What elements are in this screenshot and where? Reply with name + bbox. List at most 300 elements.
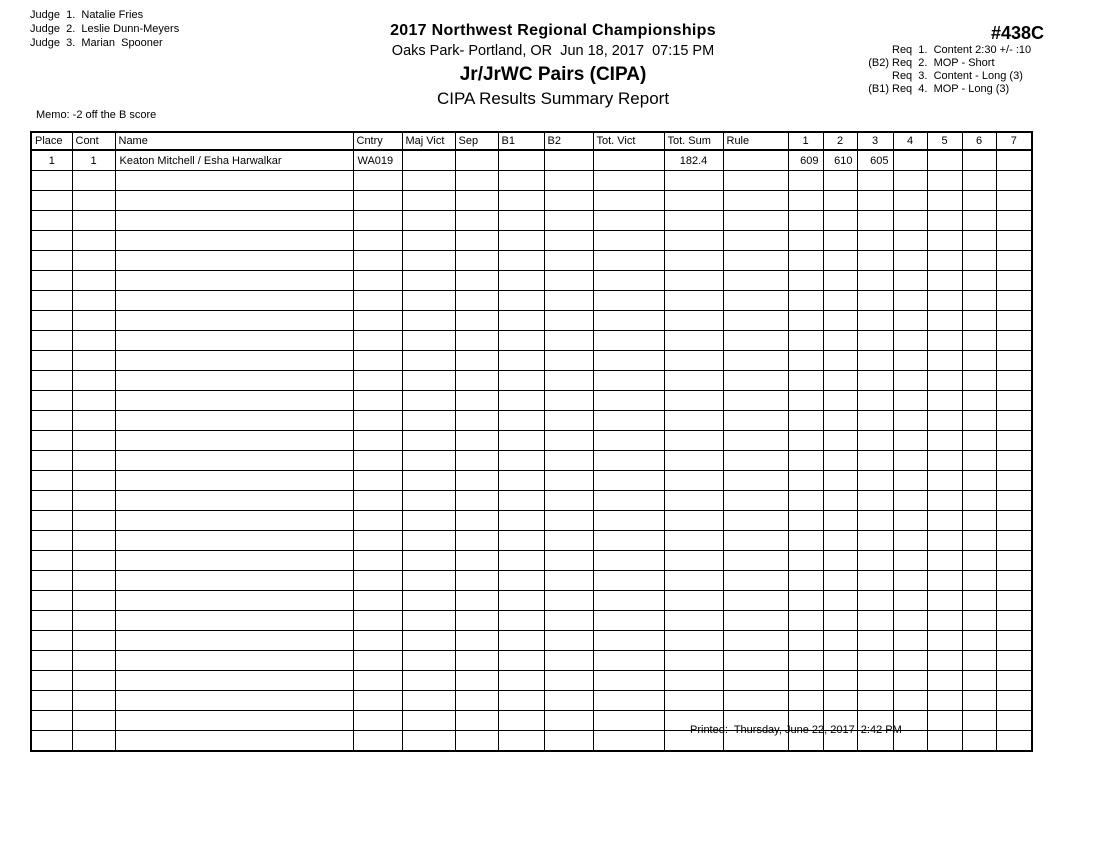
empty-cell xyxy=(402,731,455,752)
empty-cell xyxy=(823,691,857,711)
empty-cell xyxy=(927,431,962,451)
empty-cell xyxy=(723,371,788,391)
empty-cell xyxy=(857,431,893,451)
empty-cell xyxy=(498,291,544,311)
empty-cell xyxy=(857,371,893,391)
empty-cell xyxy=(996,251,1032,271)
empty-cell xyxy=(893,511,927,531)
empty-cell xyxy=(72,411,115,431)
empty-cell xyxy=(893,211,927,231)
empty-cell xyxy=(353,531,402,551)
empty-cell xyxy=(893,291,927,311)
empty-cell xyxy=(823,471,857,491)
empty-cell xyxy=(115,651,353,671)
empty-cell xyxy=(31,351,72,371)
cell-cntry: WA019 xyxy=(353,150,402,171)
cell-rule xyxy=(723,150,788,171)
memo-text: Memo: -2 off the B score xyxy=(36,109,157,121)
empty-cell xyxy=(723,331,788,351)
empty-cell xyxy=(498,471,544,491)
empty-cell xyxy=(544,331,593,351)
empty-cell xyxy=(498,431,544,451)
empty-cell xyxy=(31,271,72,291)
empty-cell xyxy=(31,291,72,311)
empty-cell xyxy=(962,731,996,752)
empty-cell xyxy=(593,331,664,351)
empty-cell xyxy=(72,231,115,251)
empty-cell xyxy=(72,391,115,411)
empty-cell xyxy=(402,491,455,511)
empty-cell xyxy=(593,291,664,311)
empty-cell xyxy=(593,311,664,331)
empty-cell xyxy=(498,531,544,551)
empty-cell xyxy=(593,471,664,491)
empty-cell xyxy=(996,331,1032,351)
empty-cell xyxy=(823,551,857,571)
column-header-place: Place xyxy=(31,132,72,150)
empty-cell xyxy=(927,351,962,371)
empty-cell xyxy=(962,251,996,271)
empty-cell xyxy=(996,571,1032,591)
empty-cell xyxy=(962,211,996,231)
empty-cell xyxy=(664,471,723,491)
column-header-cntry: Cntry xyxy=(353,132,402,150)
empty-cell xyxy=(544,471,593,491)
empty-cell xyxy=(544,691,593,711)
empty-cell xyxy=(723,171,788,191)
empty-cell xyxy=(455,391,498,411)
empty-cell xyxy=(593,391,664,411)
empty-cell xyxy=(927,451,962,471)
empty-cell xyxy=(893,611,927,631)
requirement-prefix: (B1) xyxy=(868,83,889,95)
empty-cell xyxy=(455,211,498,231)
empty-cell xyxy=(115,231,353,251)
empty-cell xyxy=(353,191,402,211)
empty-cell xyxy=(31,531,72,551)
empty-cell xyxy=(823,171,857,191)
empty-cell xyxy=(927,171,962,191)
empty-cell xyxy=(544,251,593,271)
column-header-tot-sum: Tot. Sum xyxy=(664,132,723,150)
empty-cell xyxy=(788,651,823,671)
empty-cell xyxy=(498,351,544,371)
empty-cell xyxy=(857,231,893,251)
empty-cell xyxy=(723,391,788,411)
table-row-empty xyxy=(31,371,1032,391)
empty-cell xyxy=(593,531,664,551)
empty-cell xyxy=(788,551,823,571)
empty-cell xyxy=(115,351,353,371)
empty-cell xyxy=(996,491,1032,511)
empty-cell xyxy=(72,671,115,691)
table-row-empty xyxy=(31,431,1032,451)
empty-cell xyxy=(962,331,996,351)
empty-cell xyxy=(927,531,962,551)
empty-cell xyxy=(996,411,1032,431)
empty-cell xyxy=(723,551,788,571)
empty-cell xyxy=(664,331,723,351)
empty-cell xyxy=(788,331,823,351)
empty-cell xyxy=(723,211,788,231)
empty-cell xyxy=(996,291,1032,311)
table-row-empty xyxy=(31,251,1032,271)
empty-cell xyxy=(498,231,544,251)
table-row-empty xyxy=(31,191,1032,211)
empty-cell xyxy=(664,511,723,531)
empty-cell xyxy=(823,571,857,591)
empty-cell xyxy=(723,631,788,651)
empty-cell xyxy=(962,571,996,591)
empty-cell xyxy=(115,291,353,311)
empty-cell xyxy=(962,651,996,671)
empty-cell xyxy=(402,671,455,691)
empty-cell xyxy=(455,291,498,311)
empty-cell xyxy=(455,311,498,331)
empty-cell xyxy=(857,651,893,671)
empty-cell xyxy=(927,711,962,731)
empty-cell xyxy=(962,391,996,411)
empty-cell xyxy=(72,651,115,671)
empty-cell xyxy=(31,631,72,651)
empty-cell xyxy=(927,251,962,271)
empty-cell xyxy=(723,191,788,211)
empty-cell xyxy=(664,491,723,511)
empty-cell xyxy=(823,311,857,331)
empty-cell xyxy=(996,631,1032,651)
empty-cell xyxy=(723,451,788,471)
empty-cell xyxy=(788,531,823,551)
empty-cell xyxy=(455,351,498,371)
empty-cell xyxy=(455,411,498,431)
empty-cell xyxy=(455,731,498,752)
empty-cell xyxy=(353,651,402,671)
empty-cell xyxy=(353,291,402,311)
column-header-b1: B1 xyxy=(498,132,544,150)
empty-cell xyxy=(353,491,402,511)
cell-judge-1-score: 609 xyxy=(788,150,823,171)
empty-cell xyxy=(823,351,857,371)
empty-cell xyxy=(402,191,455,211)
empty-cell xyxy=(353,711,402,731)
empty-cell xyxy=(402,611,455,631)
empty-cell xyxy=(857,251,893,271)
empty-cell xyxy=(31,731,72,752)
empty-cell xyxy=(788,631,823,651)
empty-cell xyxy=(996,591,1032,611)
empty-cell xyxy=(664,371,723,391)
empty-cell xyxy=(353,391,402,411)
empty-cell xyxy=(115,451,353,471)
empty-cell xyxy=(823,451,857,471)
empty-cell xyxy=(593,611,664,631)
empty-cell xyxy=(996,731,1032,752)
empty-cell xyxy=(927,391,962,411)
empty-cell xyxy=(857,591,893,611)
empty-cell xyxy=(927,291,962,311)
requirement-prefix xyxy=(851,44,889,57)
empty-cell xyxy=(664,211,723,231)
empty-cell xyxy=(893,671,927,691)
empty-cell xyxy=(857,571,893,591)
empty-cell xyxy=(498,411,544,431)
empty-cell xyxy=(31,551,72,571)
empty-cell xyxy=(353,431,402,451)
empty-cell xyxy=(788,511,823,531)
requirement-line-4 xyxy=(851,83,1031,96)
empty-cell xyxy=(402,551,455,571)
empty-cell xyxy=(927,671,962,691)
requirement-prefix: (B2) xyxy=(868,57,889,69)
requirement-prefix xyxy=(851,70,889,83)
column-header-judge-6: 6 xyxy=(962,132,996,150)
empty-cell xyxy=(788,291,823,311)
empty-cell xyxy=(788,471,823,491)
empty-cell xyxy=(962,591,996,611)
empty-cell xyxy=(893,371,927,391)
empty-cell xyxy=(823,231,857,251)
empty-cell xyxy=(455,171,498,191)
empty-cell xyxy=(927,211,962,231)
empty-cell xyxy=(893,331,927,351)
empty-cell xyxy=(353,631,402,651)
cell-judge-2-score: 610 xyxy=(823,150,857,171)
empty-cell xyxy=(962,491,996,511)
empty-cell xyxy=(455,431,498,451)
empty-cell xyxy=(402,711,455,731)
empty-cell xyxy=(115,171,353,191)
empty-cell xyxy=(664,431,723,451)
empty-cell xyxy=(72,311,115,331)
empty-cell xyxy=(723,271,788,291)
empty-cell xyxy=(455,331,498,351)
empty-cell xyxy=(962,191,996,211)
empty-cell xyxy=(788,451,823,471)
table-row-empty xyxy=(31,451,1032,471)
empty-cell xyxy=(723,291,788,311)
column-header-judge-4: 4 xyxy=(893,132,927,150)
empty-cell xyxy=(927,731,962,752)
empty-cell xyxy=(893,191,927,211)
empty-cell xyxy=(31,711,72,731)
empty-cell xyxy=(788,611,823,631)
empty-cell xyxy=(498,591,544,611)
table-row-empty xyxy=(31,411,1032,431)
empty-cell xyxy=(402,531,455,551)
empty-cell xyxy=(664,391,723,411)
empty-cell xyxy=(72,711,115,731)
empty-cell xyxy=(996,351,1032,371)
empty-cell xyxy=(962,291,996,311)
event-code: #438C xyxy=(990,23,1044,43)
empty-cell xyxy=(723,511,788,531)
empty-cell xyxy=(498,331,544,351)
table-row-empty xyxy=(31,591,1032,611)
empty-cell xyxy=(857,671,893,691)
empty-cell xyxy=(857,331,893,351)
empty-cell xyxy=(72,191,115,211)
empty-cell xyxy=(498,211,544,231)
empty-cell xyxy=(723,231,788,251)
empty-cell xyxy=(115,631,353,651)
empty-cell xyxy=(723,591,788,611)
empty-cell xyxy=(31,211,72,231)
empty-cell xyxy=(455,571,498,591)
empty-cell xyxy=(927,191,962,211)
empty-cell xyxy=(927,631,962,651)
empty-cell xyxy=(353,591,402,611)
table-row-empty xyxy=(31,471,1032,491)
empty-cell xyxy=(593,451,664,471)
empty-cell xyxy=(927,571,962,591)
empty-cell xyxy=(31,691,72,711)
empty-cell xyxy=(857,411,893,431)
empty-cell xyxy=(788,351,823,371)
empty-cell xyxy=(664,171,723,191)
empty-cell xyxy=(455,651,498,671)
empty-cell xyxy=(893,631,927,651)
empty-cell xyxy=(115,591,353,611)
empty-cell xyxy=(402,211,455,231)
empty-cell xyxy=(593,251,664,271)
empty-cell xyxy=(544,631,593,651)
empty-cell xyxy=(962,531,996,551)
empty-cell xyxy=(664,271,723,291)
empty-cell xyxy=(544,711,593,731)
empty-cell xyxy=(962,611,996,631)
empty-cell xyxy=(593,211,664,231)
empty-cell xyxy=(996,211,1032,231)
cell-b1 xyxy=(498,150,544,171)
cell-judge-4-score xyxy=(893,150,927,171)
empty-cell xyxy=(402,431,455,451)
empty-cell xyxy=(544,351,593,371)
empty-cell xyxy=(823,411,857,431)
empty-cell xyxy=(498,251,544,271)
empty-cell xyxy=(455,631,498,651)
empty-cell xyxy=(72,531,115,551)
empty-cell xyxy=(115,391,353,411)
empty-cell xyxy=(115,471,353,491)
table-header-row xyxy=(31,132,1032,150)
table-row-empty xyxy=(31,691,1032,711)
empty-cell xyxy=(664,231,723,251)
empty-cell xyxy=(857,491,893,511)
empty-cell xyxy=(72,351,115,371)
empty-cell xyxy=(31,251,72,271)
empty-cell xyxy=(664,531,723,551)
empty-cell xyxy=(664,571,723,591)
table-row-empty xyxy=(31,331,1032,351)
results-table xyxy=(30,131,1033,752)
empty-cell xyxy=(927,651,962,671)
empty-cell xyxy=(664,651,723,671)
empty-cell xyxy=(962,351,996,371)
empty-cell xyxy=(788,491,823,511)
empty-cell xyxy=(72,251,115,271)
empty-cell xyxy=(996,311,1032,331)
empty-cell xyxy=(498,191,544,211)
empty-cell xyxy=(723,431,788,451)
empty-cell xyxy=(31,571,72,591)
empty-cell xyxy=(788,311,823,331)
empty-cell xyxy=(31,191,72,211)
empty-cell xyxy=(498,571,544,591)
empty-cell xyxy=(962,631,996,651)
empty-cell xyxy=(788,571,823,591)
empty-cell xyxy=(593,411,664,431)
empty-cell xyxy=(927,371,962,391)
cell-name: Keaton Mitchell / Esha Harwalkar xyxy=(115,150,353,171)
empty-cell xyxy=(353,671,402,691)
empty-cell xyxy=(962,671,996,691)
empty-cell xyxy=(664,411,723,431)
empty-cell xyxy=(893,351,927,371)
empty-cell xyxy=(996,471,1032,491)
empty-cell xyxy=(544,571,593,591)
empty-cell xyxy=(31,231,72,251)
empty-cell xyxy=(115,731,353,752)
empty-cell xyxy=(455,551,498,571)
empty-cell xyxy=(593,491,664,511)
empty-cell xyxy=(31,591,72,611)
empty-cell xyxy=(857,631,893,651)
empty-cell xyxy=(857,271,893,291)
empty-cell xyxy=(498,171,544,191)
empty-cell xyxy=(788,431,823,451)
empty-cell xyxy=(498,391,544,411)
empty-cell xyxy=(353,551,402,571)
empty-cell xyxy=(962,691,996,711)
empty-cell xyxy=(402,451,455,471)
empty-cell xyxy=(664,351,723,371)
empty-cell xyxy=(593,691,664,711)
empty-cell xyxy=(544,451,593,471)
empty-cell xyxy=(31,311,72,331)
empty-cell xyxy=(455,531,498,551)
empty-cell xyxy=(593,431,664,451)
empty-cell xyxy=(723,671,788,691)
empty-cell xyxy=(115,671,353,691)
empty-cell xyxy=(72,631,115,651)
empty-cell xyxy=(455,611,498,631)
empty-cell xyxy=(788,671,823,691)
empty-cell xyxy=(498,311,544,331)
table-row-empty xyxy=(31,611,1032,631)
empty-cell xyxy=(823,611,857,631)
empty-cell xyxy=(402,331,455,351)
empty-cell xyxy=(927,411,962,431)
empty-cell xyxy=(402,231,455,251)
empty-cell xyxy=(723,471,788,491)
empty-cell xyxy=(31,651,72,671)
table-row-empty xyxy=(31,211,1032,231)
column-header-rule: Rule xyxy=(723,132,788,150)
empty-cell xyxy=(962,411,996,431)
empty-cell xyxy=(893,531,927,551)
empty-cell xyxy=(115,491,353,511)
empty-cell xyxy=(498,271,544,291)
empty-cell xyxy=(353,451,402,471)
empty-cell xyxy=(353,471,402,491)
empty-cell xyxy=(927,231,962,251)
table-row-empty xyxy=(31,391,1032,411)
column-header-sep: Sep xyxy=(455,132,498,150)
empty-cell xyxy=(962,231,996,251)
empty-cell xyxy=(498,691,544,711)
empty-cell xyxy=(498,731,544,752)
table-row-empty xyxy=(31,671,1032,691)
